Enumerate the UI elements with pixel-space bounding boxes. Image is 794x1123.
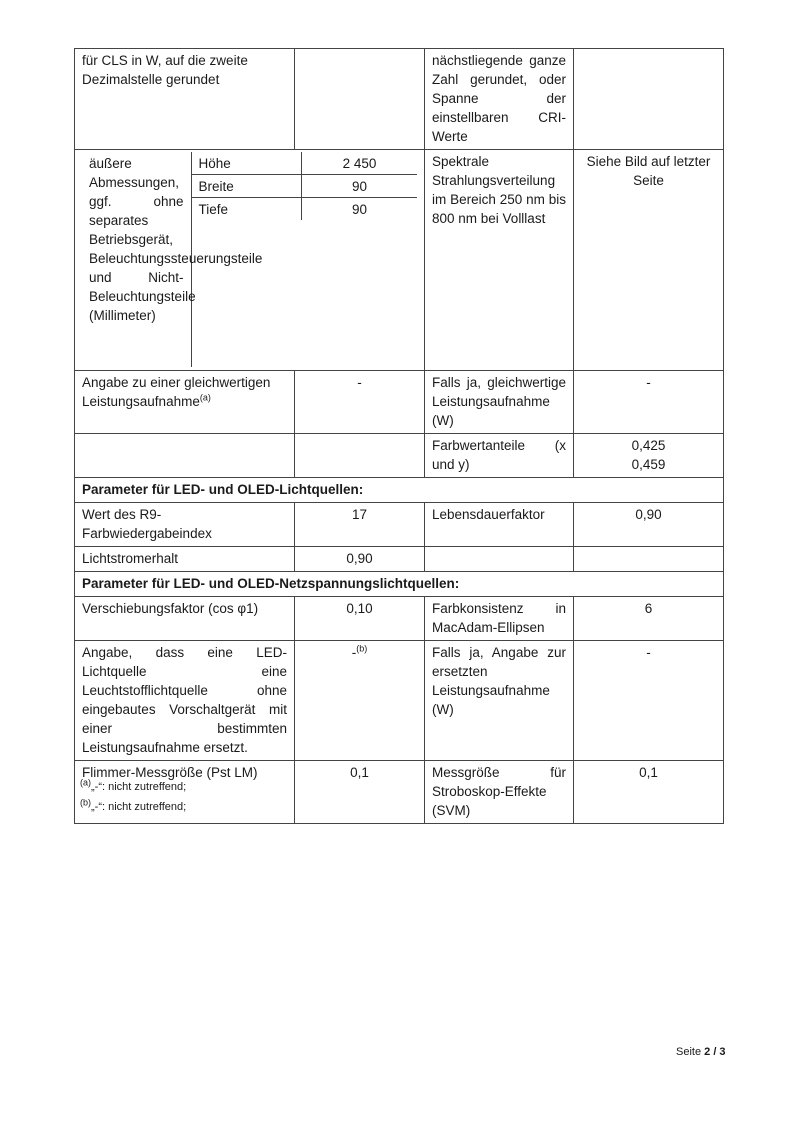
row-value: -$^{(b)}$	[295, 641, 425, 761]
row-value-2: -	[574, 371, 724, 434]
row-label: Wert des R9-Farbwiedergabeindex	[75, 503, 295, 547]
dimension-name: Höhe	[192, 152, 302, 175]
footnote-ref: (a)	[199, 392, 211, 403]
table-row	[75, 434, 724, 478]
row-label: Angabe zu einer gleichwertigen Leistungsaufnahme$^{(a)}$	[75, 371, 295, 434]
row-label: Lichtstromerhalt	[75, 547, 295, 572]
row-label	[75, 434, 295, 478]
dimension-row	[192, 175, 418, 198]
section-heading: Parameter für LED- und OLED-Netzspannungslichtquellen:	[75, 572, 724, 597]
dimension-row	[192, 152, 418, 175]
row-value: 0,10	[295, 597, 425, 641]
page-number: Seite 2 / 3	[676, 1046, 726, 1058]
dimension-name: Breite	[192, 175, 302, 198]
row-value	[295, 434, 425, 478]
footnote	[80, 797, 187, 814]
row-label-2: nächstliegende ganze Zahl gerundet, oder Spanne der einstellbaren CRI-Werte	[425, 49, 574, 150]
table-row	[75, 371, 724, 434]
row-label-2	[425, 547, 574, 572]
dimension-name: Tiefe	[198, 202, 229, 217]
row-label: Angabe, dass eine LED-Lichtquelle eine Leuchtstofflichtquelle ohne eingebautes Vorschaltgerät mit einer bestimmten Leistungsaufnahme ersetzt.	[75, 641, 295, 761]
row-value: -	[295, 371, 425, 434]
footnote-ref: (b)	[356, 643, 368, 654]
row-value-2	[574, 434, 724, 478]
footnote-mark: (b)	[80, 797, 91, 808]
row-value-2: -	[574, 641, 724, 761]
table-row	[75, 597, 724, 641]
dimensions-label: äußere Abmessungen, ggf. ohne separates Betriebsgerät, Beleuchtungssteuerungsteile und Nicht-Beleuchtungsteile (Millimeter)	[82, 152, 191, 367]
row-label-2: Spektrale Strahlungsverteilung im Bereich 250 nm bis 800 nm bei Volllast	[425, 150, 574, 371]
row-label-2: Falls ja, gleichwertige Leistungsaufnahme (W)	[425, 371, 574, 434]
row-label-2: Farbkonsistenz in MacAdam-Ellipsen	[425, 597, 574, 641]
dimension-value: 2 450	[302, 152, 418, 175]
row-value-2: 0,1	[574, 761, 724, 824]
row-value-2: 0,90	[574, 503, 724, 547]
footnote-mark: (a)	[80, 777, 91, 788]
row-label: für CLS in W, auf die zweite Dezimalstelle gerundet	[75, 49, 295, 150]
dimension-row	[192, 198, 418, 221]
table-row	[75, 503, 724, 547]
section-row	[75, 572, 724, 597]
row-label: Verschiebungsfaktor (cos φ1)	[75, 597, 295, 641]
row-value-2	[574, 49, 724, 150]
dimension-value: 90	[302, 198, 418, 221]
footnote	[80, 777, 187, 794]
dimensions-subtable	[192, 152, 418, 220]
chromaticity-x: 0,425	[631, 438, 666, 453]
table-row	[75, 641, 724, 761]
table-row	[75, 547, 724, 572]
table-row	[75, 49, 724, 150]
section-heading: Parameter für LED- und OLED-Lichtquellen:	[75, 478, 724, 503]
row-label-2: Lebensdauerfaktor	[425, 503, 574, 547]
row-value-2: 6	[574, 597, 724, 641]
row-value	[295, 49, 425, 150]
row-label-2: Farbwertanteile (x und y)	[425, 434, 574, 478]
footnote-text: „-“: nicht zutreffend;	[91, 801, 187, 813]
row-label-2: Messgröße für Stroboskop-Effekte (SVM)	[425, 761, 574, 824]
dimension-value: 90	[302, 175, 418, 198]
row-label-2: Falls ja, Angabe zur ersetzten Leistungsaufnahme (W)	[425, 641, 574, 761]
parameter-table	[74, 48, 724, 824]
row-value: 17	[295, 503, 425, 547]
footnotes	[80, 777, 187, 820]
row-value-2	[574, 547, 724, 572]
row-value-2: Siehe Bild auf letzter Seite	[574, 150, 724, 371]
chromaticity-y: 0,459	[631, 457, 666, 472]
table-row-dimensions	[75, 150, 724, 371]
row-value: 0,90	[295, 547, 425, 572]
footnote-text: „-“: nicht zutreffend;	[91, 781, 187, 793]
dimensions-cell	[75, 150, 425, 371]
row-value: 0,1	[295, 761, 425, 824]
row-label: Flimmer-Messgröße (Pst LM)	[75, 761, 295, 824]
section-row	[75, 478, 724, 503]
